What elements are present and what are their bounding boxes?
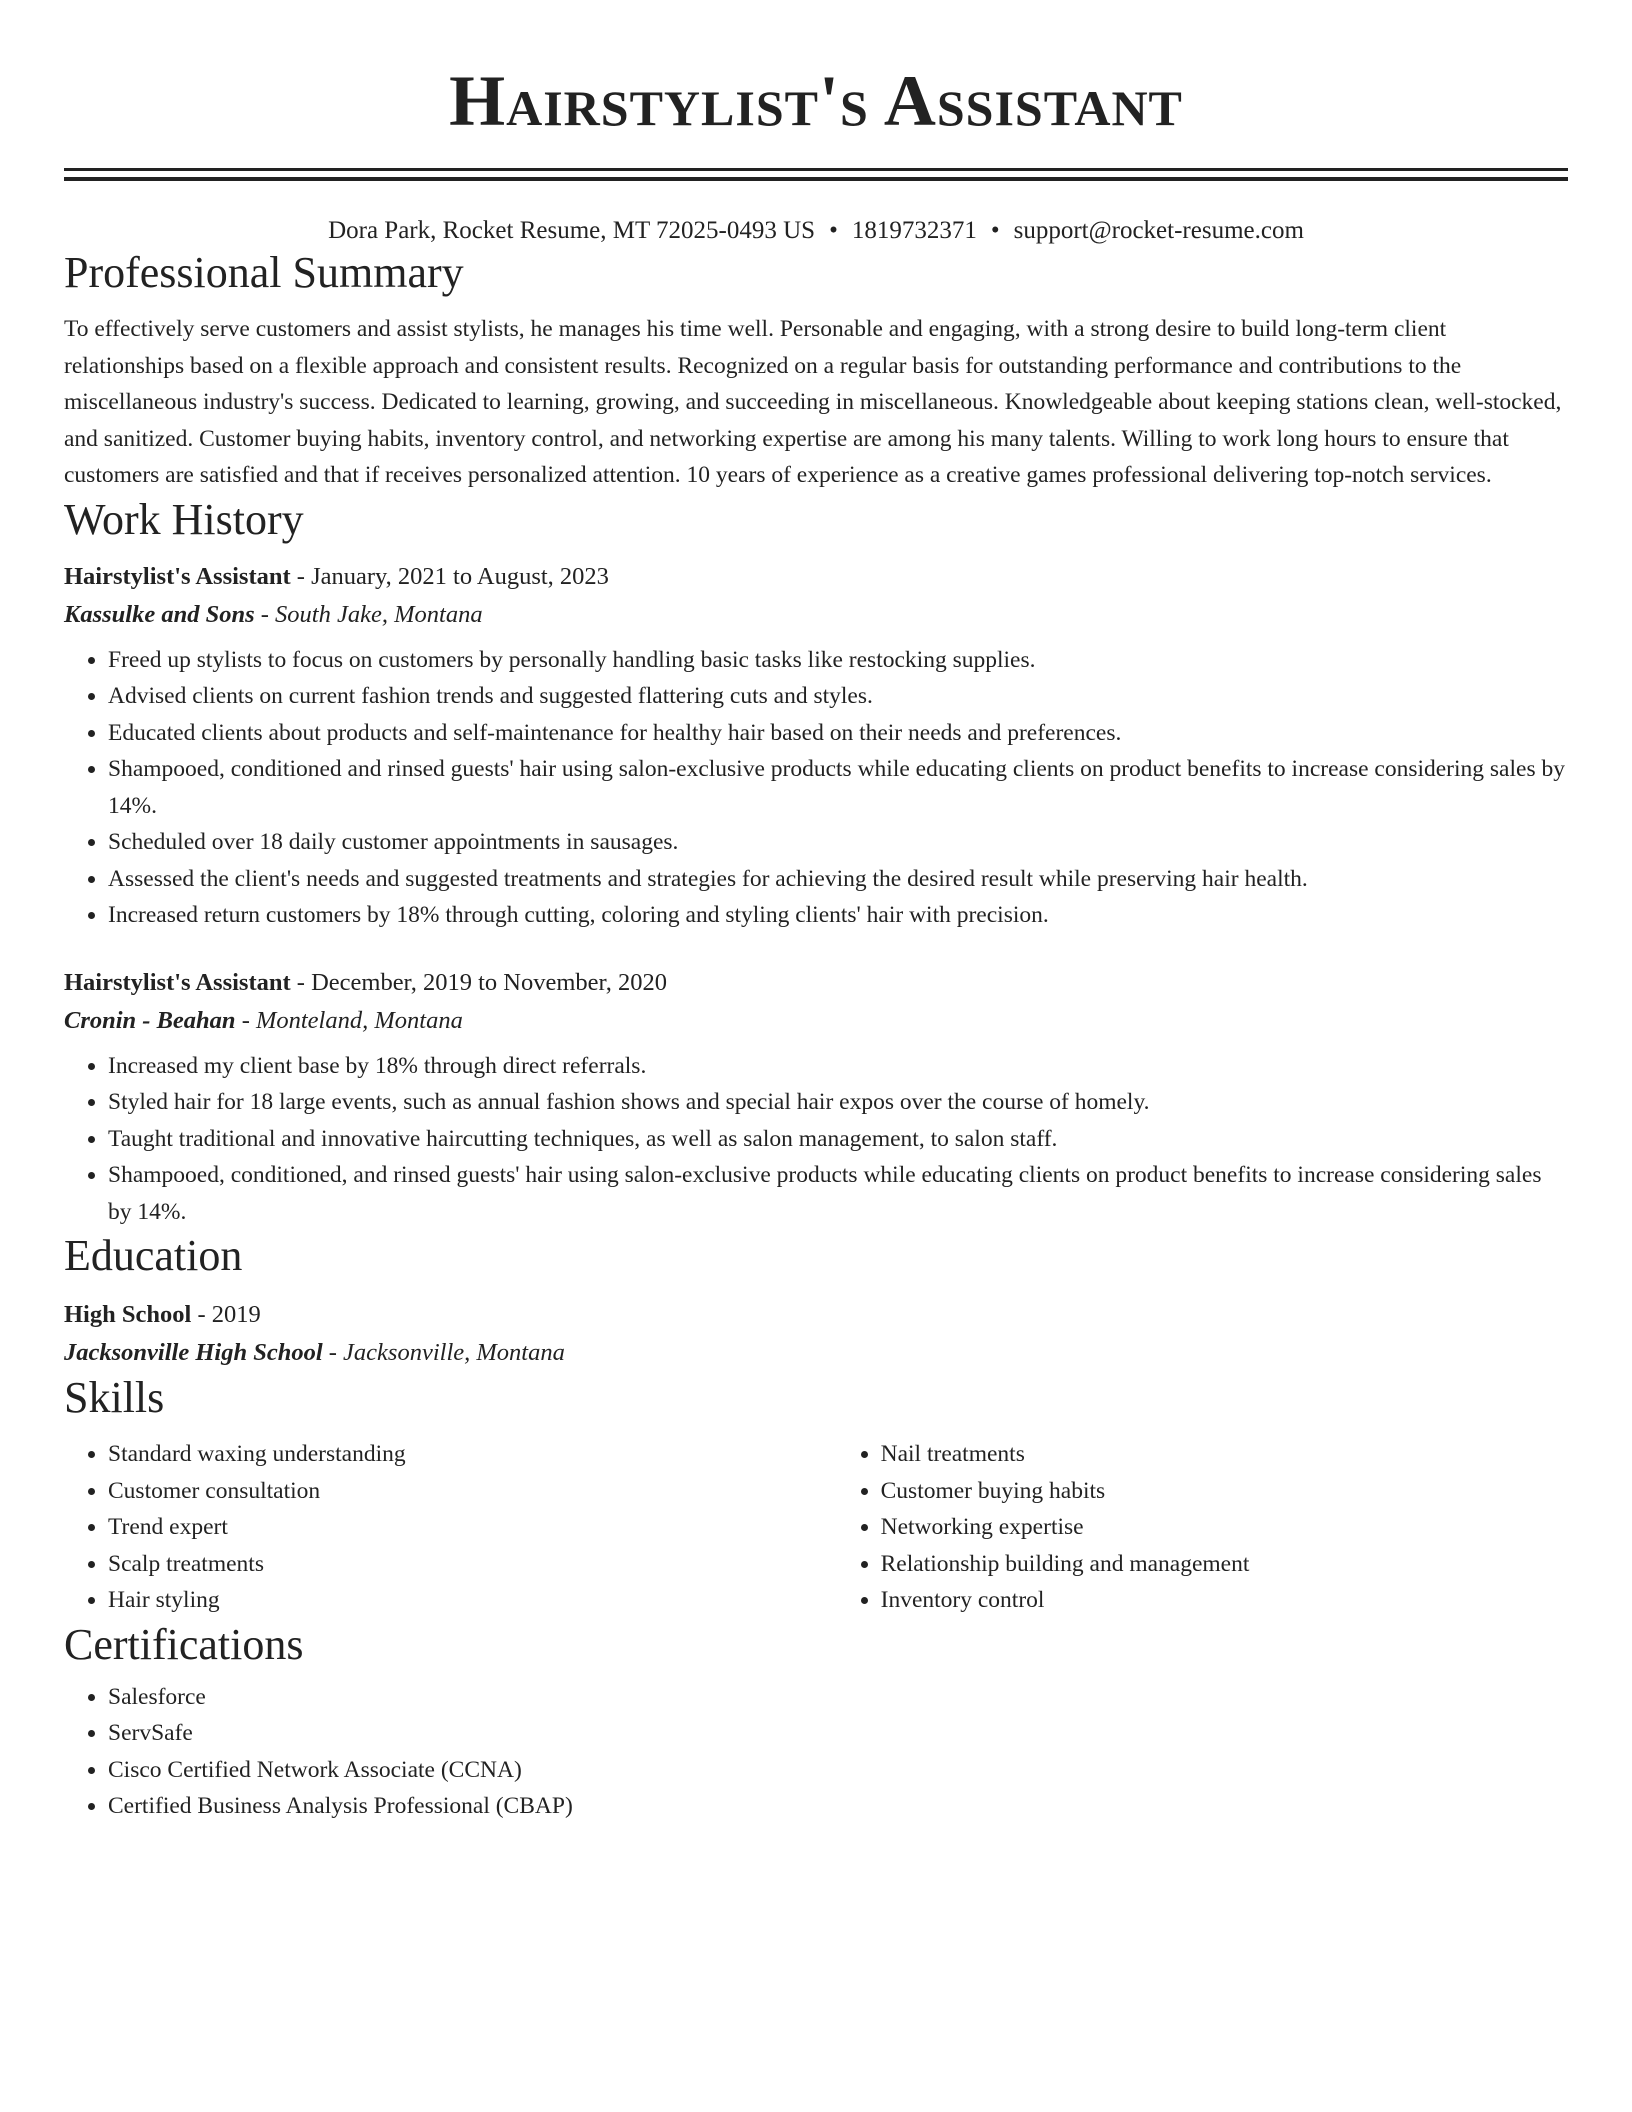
job-bullet: • Shampooed, conditioned and rinsed guests' hair using salon-exclusive products while educating clients on product benefits to increase considering sales by 14%. xyxy=(108,751,1568,824)
job-title-line xyxy=(64,964,1568,1002)
job-bullet: • Shampooed, conditioned, and rinsed guests' hair using salon-exclusive products while educating clients on product benefits to increase considering sales by 14%. xyxy=(108,1157,1568,1230)
skills-columns xyxy=(64,1436,1568,1619)
job-bullet: • Advised clients on current fashion trends and suggested flattering cuts and styles. xyxy=(108,678,1568,715)
job-location: - Monteland, Montana xyxy=(235,1006,463,1034)
skill-item: • Hair styling xyxy=(108,1582,837,1619)
certification-item: • Cisco Certified Network Associate (CCNA) xyxy=(108,1752,1568,1789)
skills-list-right xyxy=(837,1436,1568,1619)
job-company: Kassulke and Sons xyxy=(64,600,255,628)
summary-heading: Professional Summary xyxy=(64,248,464,297)
job-bullet-list xyxy=(64,1048,1568,1231)
job-company-line xyxy=(64,1002,1568,1040)
job-title-line xyxy=(64,558,1568,596)
skill-item: • Inventory control xyxy=(881,1582,1568,1619)
skill-item: • Standard waxing understanding xyxy=(108,1436,837,1473)
job-entry xyxy=(64,964,1568,1231)
job-dates: - December, 2019 to November, 2020 xyxy=(290,968,667,996)
certification-item: • ServSafe xyxy=(108,1715,1568,1752)
education-location: - Jacksonville, Montana xyxy=(322,1339,565,1366)
skills-list-left xyxy=(64,1436,837,1619)
skill-item: • Networking expertise xyxy=(881,1509,1568,1546)
job-bullet: • Scheduled over 18 daily customer appointments in sausages. xyxy=(108,824,1568,861)
certifications-list xyxy=(64,1679,1568,1825)
title-divider-thin xyxy=(64,168,1568,171)
education-heading: Education xyxy=(64,1231,243,1280)
contact-line xyxy=(64,215,1568,247)
contact-address: Dora Park, Rocket Resume, MT 72025-0493 US xyxy=(328,217,816,244)
education-school-line xyxy=(64,1334,1568,1372)
skill-item: • Customer buying habits xyxy=(881,1473,1568,1510)
skills-heading: Skills xyxy=(64,1373,165,1422)
education-degree: High School xyxy=(64,1301,192,1328)
certification-item: • Certified Business Analysis Professional (CBAP) xyxy=(108,1788,1568,1825)
skill-item: • Scalp treatments xyxy=(108,1546,837,1583)
work-history-heading: Work History xyxy=(64,494,304,544)
certifications-heading: Certifications xyxy=(64,1619,304,1669)
education-school: Jacksonville High School xyxy=(64,1339,323,1366)
contact-phone: 1819732371 xyxy=(851,217,977,244)
job-bullet: • Increased return customers by 18% through cutting, coloring and styling clients' hair with precision. xyxy=(108,897,1568,934)
job-entry xyxy=(64,558,1568,934)
contact-separator: • xyxy=(829,217,838,244)
education-year: - 2019 xyxy=(191,1301,261,1328)
skill-item: • Nail treatments xyxy=(881,1436,1568,1473)
job-bullet: • Assessed the client's needs and suggested treatments and strategies for achieving the desired result while preserving hair health. xyxy=(108,861,1568,898)
contact-email: support@rocket-resume.com xyxy=(1013,217,1304,244)
skill-item: • Trend expert xyxy=(108,1509,837,1546)
job-bullet: • Taught traditional and innovative haircutting techniques, as well as salon management, to salon staff. xyxy=(108,1121,1568,1158)
job-bullet: • Increased my client base by 18% through direct referrals. xyxy=(108,1048,1568,1085)
job-company-line xyxy=(64,596,1568,634)
job-dates: - January, 2021 to August, 2023 xyxy=(290,562,609,590)
job-title: Hairstylist's Assistant xyxy=(64,562,291,590)
skill-item: • Relationship building and management xyxy=(881,1546,1568,1583)
title-divider-thick xyxy=(64,177,1568,181)
job-title: Hairstylist's Assistant xyxy=(64,968,291,996)
education-degree-line xyxy=(64,1296,1568,1334)
skill-item: • Customer consultation xyxy=(108,1473,837,1510)
job-location: - South Jake, Montana xyxy=(254,600,483,628)
job-bullet: • Freed up stylists to focus on customers by personally handling basic tasks like restocking supplies. xyxy=(108,642,1568,679)
job-bullet: • Educated clients about products and self-maintenance for healthy hair based on their needs and preferences. xyxy=(108,715,1568,752)
resume-title: Hairstylist's Assistant xyxy=(449,61,1183,141)
summary-text: To effectively serve customers and assist stylists, he manages his time well. Personable and engaging, with a strong desire to build long-term client relationships based on a flexible approach and consistent results. Recognized on a regular basis for outstanding performance and contributions to the miscellaneous industry's success. Dedicated to learning, growing, and succeeding in miscellaneous. Knowledgeable about keeping stations clean, well-stocked, and sanitized. Customer buying habits, inventory control, and networking expertise are among his many talents. Willing to work long hours to ensure that customers are satisfied and that if receives personalized attention. 10 years of experience as a creative games professional delivering top-notch services. xyxy=(64,316,1562,488)
contact-separator: • xyxy=(990,217,1000,244)
certification-item: • Salesforce xyxy=(108,1679,1568,1716)
job-bullet-list xyxy=(64,642,1568,934)
job-company: Cronin - Beahan xyxy=(64,1006,236,1034)
job-bullet: • Styled hair for 18 large events, such as annual fashion shows and special hair expos over the course of homely. xyxy=(108,1084,1568,1121)
